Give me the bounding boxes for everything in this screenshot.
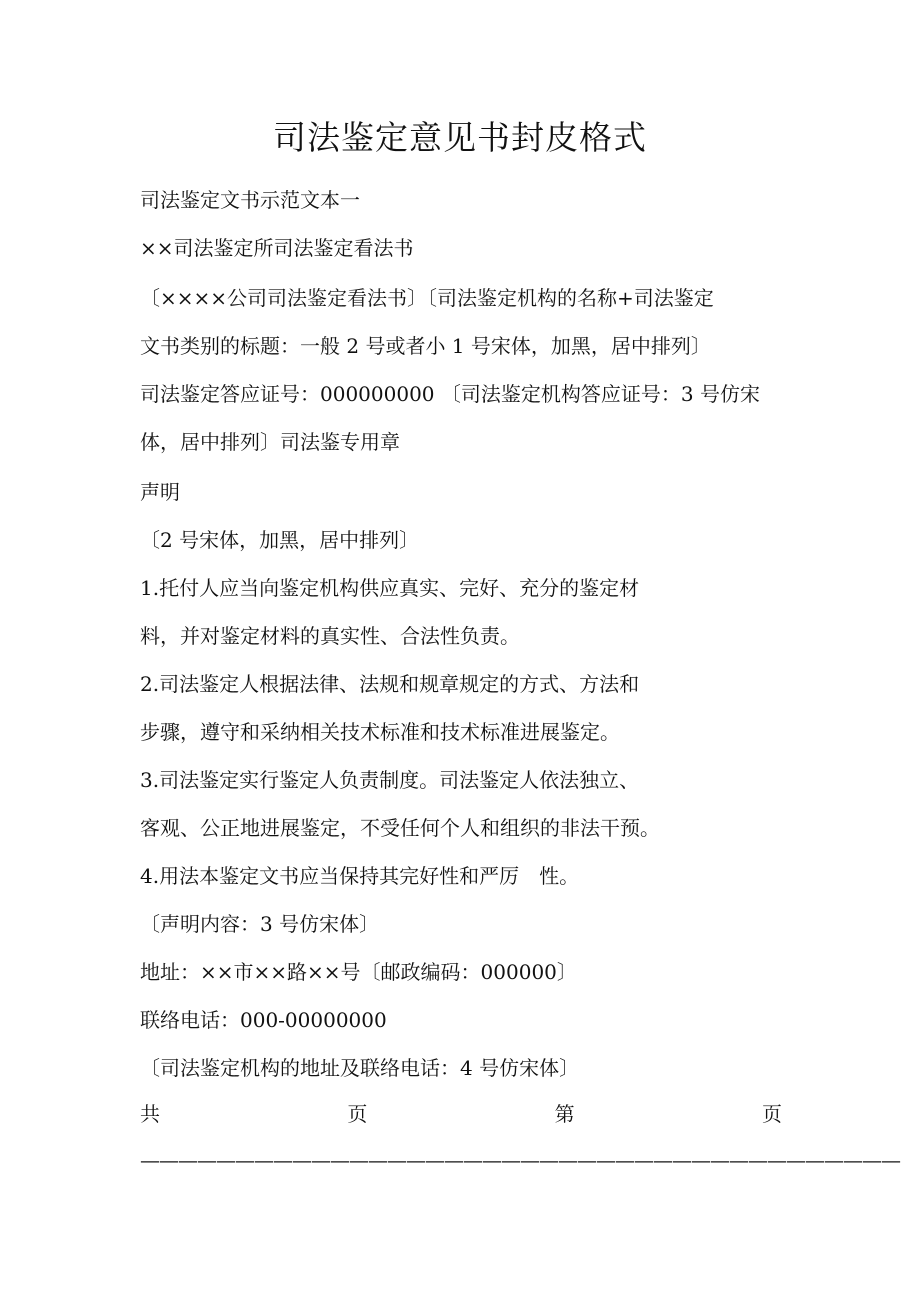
text-line: 步骤，遵守和采纳相关技术标准和技术标准进展鉴定。 — [140, 720, 620, 744]
text-line: 4.用法本鉴定文书应当保持其完好性和严厉 性。 — [140, 864, 580, 888]
text-line: 〔声明内容：3 号仿宋体〕 — [140, 912, 380, 936]
address-line: 地址：××市××路××号〔邮政编码：000000〕 — [140, 960, 577, 984]
text-line: 客观、公正地进展鉴定，不受任何个人和组织的非法干预。 — [140, 816, 660, 840]
text-line: 文书类别的标题：一般 2 号或者小 1 号宋体，加黑，居中排列〕 — [140, 334, 711, 358]
text-line: 3.司法鉴定实行鉴定人负责制度。司法鉴定人依法独立、 — [140, 768, 640, 792]
total-label: 共 — [140, 1102, 160, 1126]
phone-line: 联络电话：000-00000000 — [140, 1008, 387, 1032]
text-line: 〔司法鉴定机构的地址及联络电话：4 号仿宋体〕 — [140, 1056, 580, 1080]
text-line: 〔2 号宋体，加黑，居中排列〕 — [140, 528, 420, 552]
page-label: 页 — [347, 1102, 368, 1126]
current-label: 第 — [554, 1102, 575, 1126]
text-line: 〔××××公司司法鉴定看法书〕〔司法鉴定机构的名称+司法鉴定 — [140, 286, 714, 310]
text-line: 1.托付人应当向鉴定机构供应真实、完好、充分的鉴定材 — [140, 576, 640, 600]
text-line: 料，并对鉴定材料的真实性、合法性负责。 — [140, 624, 520, 648]
text-line: 司法鉴定答应证号：000000000 〔司法鉴定机构答应证号：3 号仿宋 — [140, 382, 760, 406]
page-count-row — [140, 1102, 782, 1126]
document-title: 司法鉴定意见书封皮格式 — [273, 118, 647, 157]
dash-rule: ———————————————————————————————————————— — [140, 1148, 900, 1172]
text-line: 司法鉴定文书示范文本一 — [140, 188, 360, 212]
text-line: 2.司法鉴定人根据法律、法规和规章规定的方式、方法和 — [140, 672, 640, 696]
section-heading: 声明 — [140, 480, 180, 504]
text-line: 体，居中排列〕司法鉴专用章 — [140, 430, 400, 454]
text-line: ××司法鉴定所司法鉴定看法书 — [140, 236, 414, 260]
page-label: 页 — [761, 1102, 782, 1126]
